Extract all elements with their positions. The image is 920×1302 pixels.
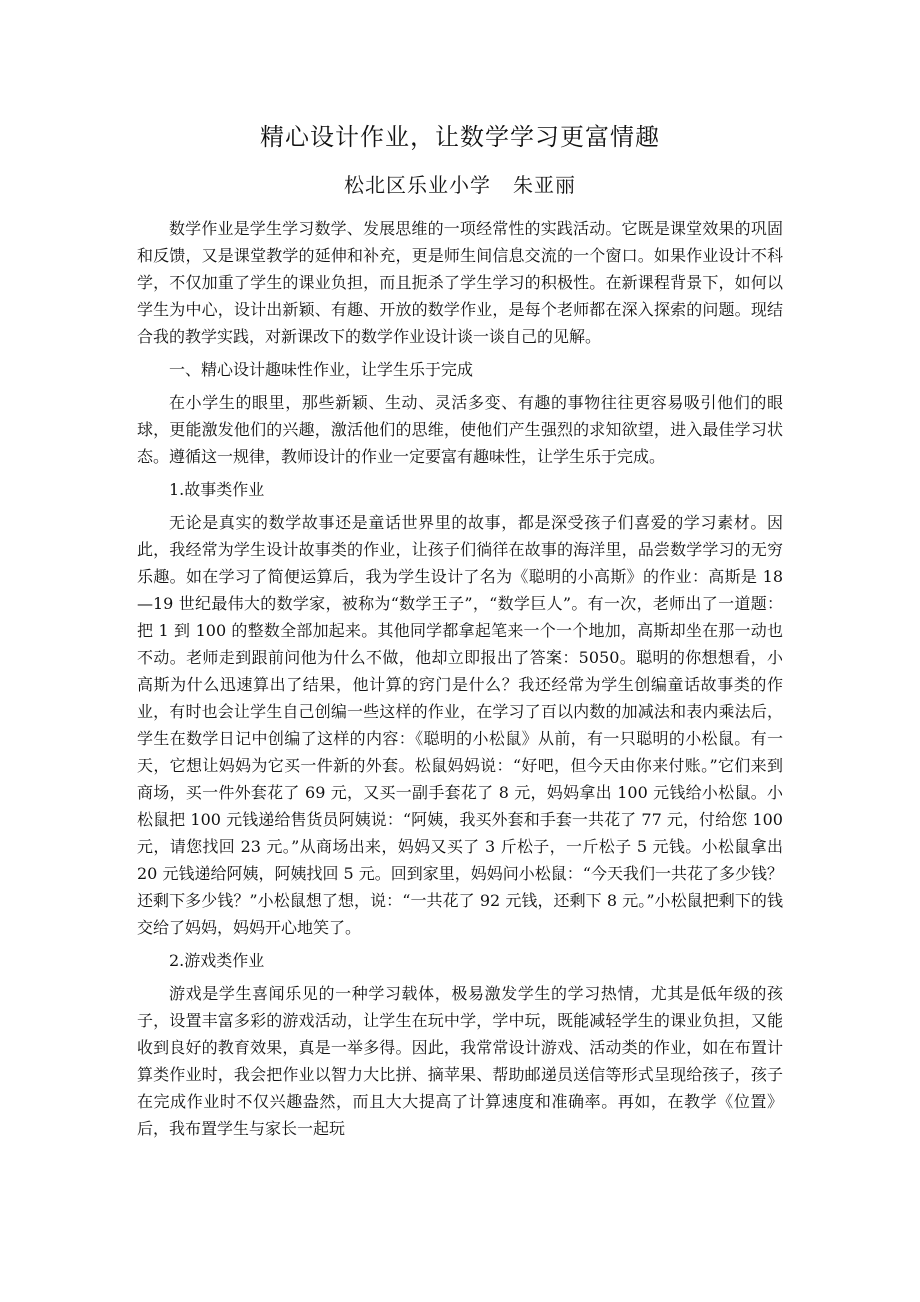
subsection-heading-story: 1.故事类作业 — [169, 480, 265, 499]
intro-paragraph: 数学作业是学生学习数学、发展思维的一项经常性的实践活动。它既是课堂效果的巩固和反馈，又是课堂教学的延伸和补充，更是师生间信息交流的一个窗口。如果作业设计不科学，不仅加重了学生的课业负担，而且扼杀了学生学习的积极性。在新课程背景下，如何以学生为中心，设计出新颖、有趣、开放的数学作业，是每个老师都在深入探索的问题。现结合我的教学实践，对新课改下的数学作业设计谈一谈自己的见解。 — [137, 219, 783, 346]
game-paragraph: 游戏是学生喜闻乐见的一种学习载体，极易激发学生的学习热情，尤其是低年级的孩子，设置丰富多彩的游戏活动，让学生在玩中学，学中玩，既能减轻学生的课业负担，又能收到良好的教育效果，真是一举多得。因此，我常常设计游戏、活动类的作业，如在布置计算类作业时，我会把作业以智力大比拼、摘苹果、帮助邮递员送信等形式呈现给孩子，孩子在完成作业时不仅兴趣盎然，而且大大提高了计算速度和准确率。再如，在教学《位置》后，我布置学生与家长一起玩 — [137, 984, 783, 1138]
document-body — [137, 215, 783, 1142]
document-title: 精心设计作业，让数学学习更富情趣 — [260, 123, 660, 151]
author-school: 松北区乐业小学 — [344, 173, 491, 197]
section-paragraph: 在小学生的眼里，那些新颖、生动、灵活多变、有趣的事物往往更容易吸引他们的眼球，更能激发他们的兴趣，激活他们的思维，使他们产生强烈的求知欲望，进入最佳学习状态。遵循这一规律，教师设计的作业一定要富有趣味性，让学生乐于完成。 — [137, 393, 783, 466]
story-paragraph: 无论是真实的数学故事还是童话世界里的故事，都是深受孩子们喜爱的学习素材。因此，我经常为学生设计故事类的作业，让孩子们徜徉在故事的海洋里，品尝数学学习的无穷乐趣。如在学习了简便运算后，我为学生设计了名为《聪明的小高斯》的作业：高斯是 18—19 世纪最伟大的数学家，被称为“数学王子”，“数学巨人”。有一次，老师出了一道题：把 1 到 100 的整数全部加起来。其他同学都拿起笔来一个一个地加，高斯却坐在那一动也不动。老师走到跟前问他为什么不做，他却立即报出了答案：5050。聪明的你想想看，小高斯为什么迅速算出了结果，他计算的窍门是什么？我还经常为学生创编童话故事类的作业，有时也会让学生自己创编一些这样的作业，在学习了百以内数的加减法和表内乘法后，学生在数学日记中创编了这样的内容：《聪明的小松鼠》从前，有一只聪明的小松鼠。有一天，它想让妈妈为它买一件新的外套。松鼠妈妈说：“好吧，但今天由你来付账。”它们来到商场，买一件外套花了 69 元，又买一副手套花了 8 元，妈妈拿出 100 元钱给小松鼠。小松鼠把 100 元钱递给售货员阿姨说：“阿姨，我买外套和手套一共花了 77 元，付给您 100 元，请您找回 23 元。”从商场出来，妈妈又买了 3 斤松子，一斤松子 5 元钱。小松鼠拿出 20 元钱递给阿姨，阿姨找回 5 元。回到家里，妈妈问小松鼠：“今天我们一共花了多少钱？还剩下多少钱？”小松鼠想了想，说：“一共花了 92 元钱，还剩下 8 元。”小松鼠把剩下的钱交给了妈妈，妈妈开心地笑了。 — [137, 513, 783, 937]
section-heading: 一、精心设计趣味性作业，让学生乐于完成 — [169, 360, 474, 379]
author-line — [0, 170, 920, 200]
subsection-heading-game: 2.游戏类作业 — [169, 951, 265, 970]
author-name: 朱亚丽 — [513, 173, 576, 197]
